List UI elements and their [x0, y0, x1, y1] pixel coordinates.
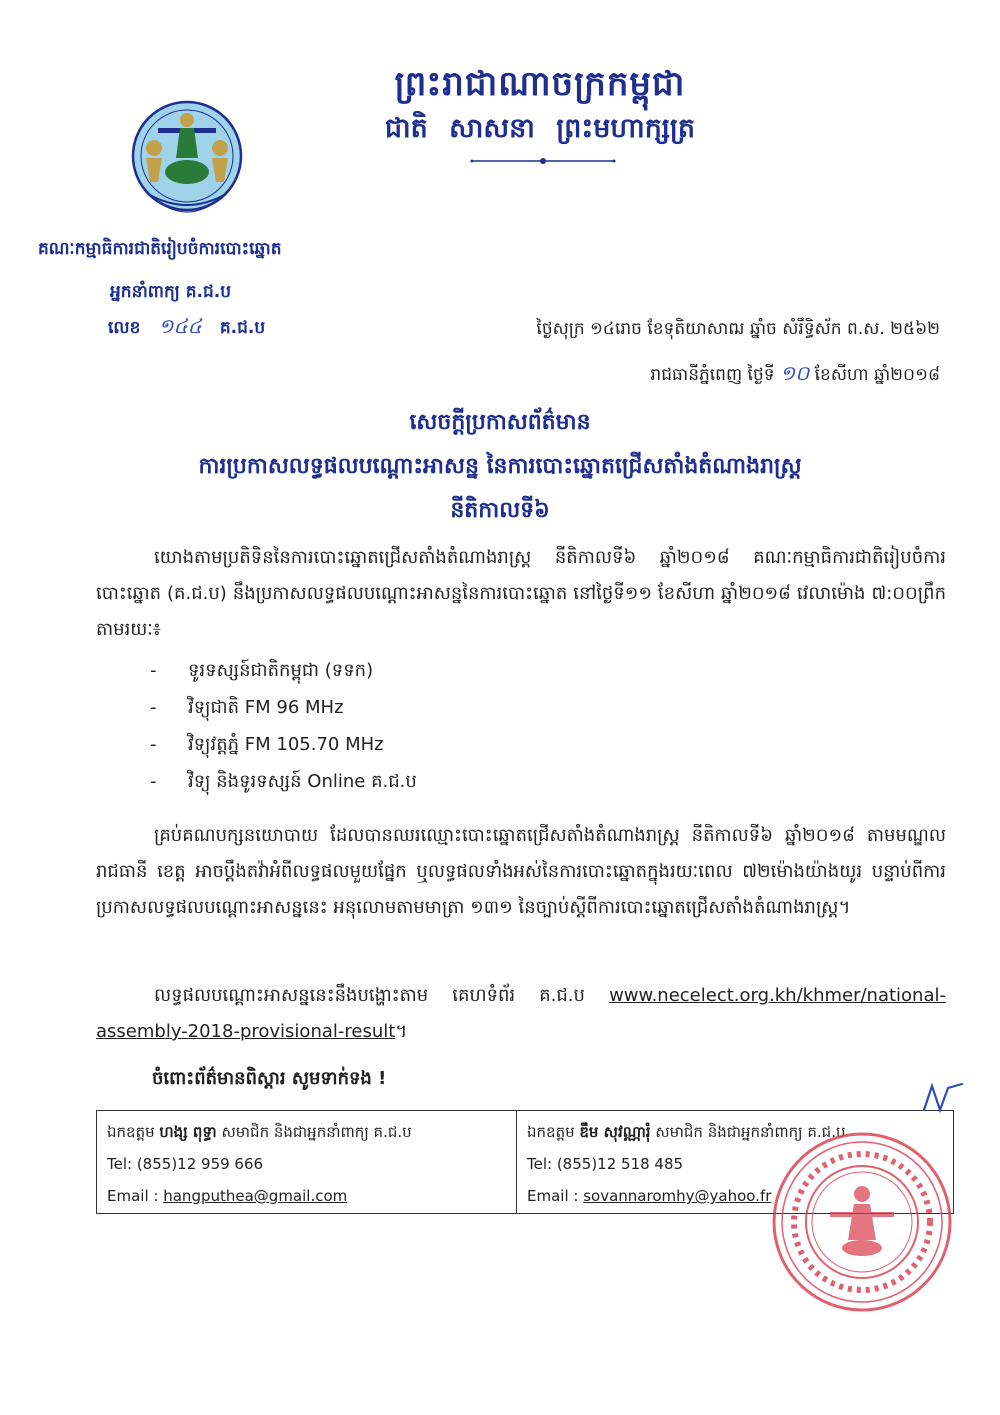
contact-tel: Tel: (855)12 518 485	[527, 1155, 684, 1173]
paragraph-3	[96, 978, 946, 1050]
contact-name: ឌឹម សុវណ្ណារុំ	[579, 1123, 651, 1141]
document-subtitle: ការប្រកាសលទ្ធផលបណ្តោះអាសន្ន នៃការបោះឆ្នោតជ្រើសតាំងតំណាងរាស្ត្រ	[198, 454, 802, 479]
contact-email-link[interactable]: hangputhea@gmail.com	[163, 1187, 348, 1205]
place-date	[420, 360, 940, 390]
paragraph-3-text: លទ្ធផលបណ្តោះអាសន្ននេះនឹងបង្ហោះតាម គេហទំព័រ គ.ជ.ប	[154, 985, 585, 1006]
contact-tel: Tel: (855)12 959 666	[107, 1155, 264, 1173]
handwritten-initial-icon	[918, 1080, 968, 1120]
list-item: - វិទ្យុ និងទូរទស្សន៍ Online គ.ជ.ប	[150, 771, 417, 792]
list-item: - វិទ្យុជាតិ FM 96 MHz	[150, 697, 344, 718]
nec-logo-icon	[128, 98, 246, 230]
broadcast-channel-list	[150, 652, 850, 800]
contact-cell: ឯកឧត្តម ឌឹម សុវណ្ណារុំ សមាជិក និងជាអ្នកនាំពាក្យ គ.ជ.ប Tel: (855)12 518 485 Email : sovannaromhy@yahoo.fr	[517, 1111, 953, 1213]
place-date-suffix: ខែសីហា ឆ្នាំ២០១៨	[814, 365, 940, 385]
kingdom-title: ព្រះរាជាណាចក្រកម្ពុជា	[394, 64, 686, 104]
lunar-date: ថ្ងៃសុក្រ ១៤រោច ខែទុតិយាសាឍ ឆ្នាំច សំរឹទ្ធិស័ក ព.ស. ២៥៦២	[536, 319, 940, 339]
committee-name: គណៈកម្មាធិការជាតិរៀបចំការបោះឆ្នោត	[38, 239, 282, 259]
national-motto: ជាតិ សាសនា ព្រះមហាក្សត្រ	[384, 113, 696, 144]
contact-heading: ចំពោះព័ត៌មានពិស្តារ សូមទាក់ទង !	[152, 1068, 387, 1089]
results-url-link[interactable]: www.necelect.org.kh/khmer/national-assembly-2018-provisional-result	[96, 985, 946, 1042]
contact-name: ហង្ស ពុទ្ធា	[159, 1123, 217, 1141]
ornament-divider-icon	[468, 156, 618, 166]
paragraph-2: គ្រប់គណបក្សនយោបាយ ដែលបានឈរឈ្មោះបោះឆ្នោតជ្រើសតាំងតំណាងរាស្ត្រ នីតិកាលទី៦ ឆ្នាំ២០១៨ តាមមណ្ឌលរាជធានី ខេត្ត អាចប្តឹងតវ៉ាអំពីលទ្ធផលមួយផ្នែក ឬលទ្ធផលទាំងអស់នៃការបោះឆ្នោតក្នុងរយៈពេល ៧២ម៉ោងយ៉ាងយូរ បន្ទាប់ពីការប្រកាសលទ្ធផលបណ្តោះអាសន្ននេះ អនុលោមតាមមាត្រា ១៣១ នៃច្បាប់ស្តីពីការបោះឆ្នោតជ្រើសតាំងតំណាងរាស្ត្រ។	[96, 825, 946, 918]
official-seal-stamp-icon	[768, 1128, 956, 1316]
place-date-prefix: រាជធានីភ្នំពេញ ថ្ងៃទី	[650, 365, 775, 385]
place-date-day: ១០	[779, 361, 810, 385]
contact-cell: ឯកឧត្តម ហង្ស ពុទ្ធា សមាជិក និងជាអ្នកនាំពាក្យ គ.ជ.ប Tel: (855)12 959 666 Email : hangputhea@gmail.com	[97, 1111, 517, 1213]
paragraph-1: យោងតាមប្រតិទិននៃការបោះឆ្នោតជ្រើសតាំងតំណាងរាស្ត្រ នីតិកាលទី៦ ឆ្នាំ២០១៨ គណៈកម្មាធិការជាតិរៀបចំការបោះឆ្នោត (គ.ជ.ប) នឹងប្រកាសលទ្ធផលបណ្តោះអាសន្ននៃការបោះឆ្នោត នៅថ្ងៃទី១១ ខែសីហា ឆ្នាំ២០១៨ វេលាម៉ោង ៧:០០ព្រឹក តាមរយៈ៖	[96, 547, 946, 640]
document-title: សេចក្តីប្រកាសព័ត៌មាន	[409, 410, 591, 435]
list-item: - វិទ្យុវត្តភ្នំ FM 105.70 MHz	[150, 734, 384, 755]
contact-email-link[interactable]: sovannaromhy@yahoo.fr	[583, 1187, 772, 1205]
reference-suffix: គ.ជ.ប	[219, 318, 266, 338]
paragraph-3-end: ។	[395, 1021, 408, 1042]
list-item: - ទូរទស្សន៍ជាតិកម្ពុជា (ទទក)	[150, 660, 374, 681]
reference-label: លេខ	[108, 318, 141, 338]
reference-handwritten-number: ១៤៤	[158, 314, 202, 338]
document-term: នីតិកាលទី៦	[450, 498, 550, 523]
spokesperson-label: អ្នកនាំពាក្យ គ.ជ.ប	[110, 282, 232, 302]
reference-number	[108, 313, 348, 343]
